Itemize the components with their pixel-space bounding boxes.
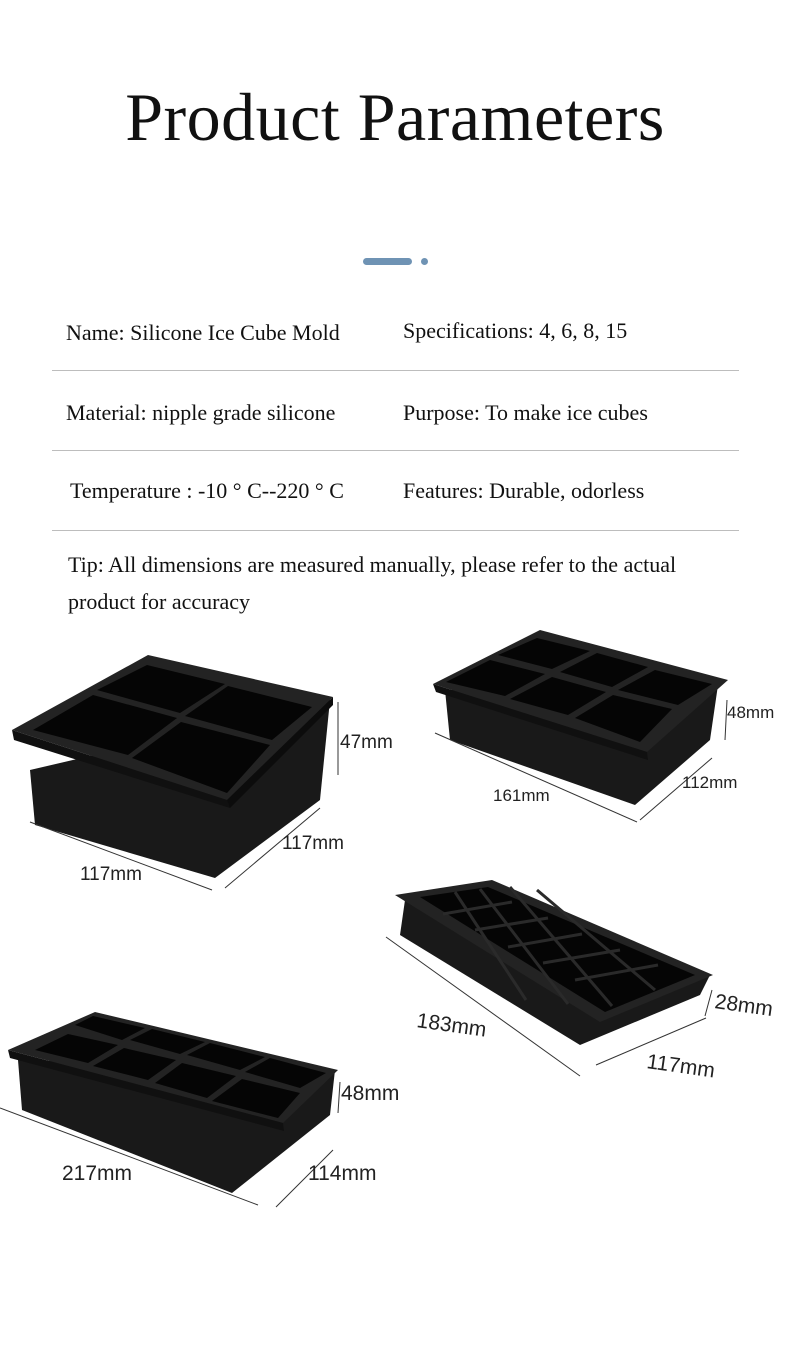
- page-title: Product Parameters: [125, 79, 665, 155]
- mold-6-length-label: 161mm: [493, 786, 550, 805]
- mold-8-length-label: 217mm: [62, 1162, 133, 1185]
- mold-6-width-label: 112mm: [682, 773, 738, 792]
- spec-name: Name: Silicone Ice Cube Mold: [66, 320, 340, 345]
- spec-material: Material: nipple grade silicone: [66, 400, 336, 425]
- mold-6-height-label: 48mm: [727, 703, 775, 722]
- mold-8-width-label: 114mm: [308, 1162, 377, 1185]
- measurement-tip: Tip: All dimensions are measured manually, please refer to the actual product for accuracy: [68, 552, 677, 614]
- spec-features: Features: Durable, odorless: [403, 478, 645, 503]
- ice-mold-15-cavity: [386, 880, 713, 1076]
- ice-mold-4-cavity: [12, 655, 338, 890]
- mold-4-length-label: 117mm: [80, 864, 142, 885]
- mold-15-length-label: 183mm: [415, 1009, 488, 1042]
- mold-8-height-label: 48mm: [341, 1082, 400, 1105]
- spec-purpose: Purpose: To make ice cubes: [403, 400, 648, 425]
- mold-15-height-label: 28mm: [713, 990, 775, 1022]
- mold-4-width-label: 117mm: [282, 833, 344, 854]
- mold-4-height-label: 47mm: [340, 732, 393, 753]
- ice-mold-6-cavity: [433, 630, 728, 822]
- spec-temperature: Temperature : -10 ° C--220 ° C: [70, 478, 344, 503]
- ice-mold-8-cavity: [0, 1012, 340, 1207]
- mold-15-width-label: 117mm: [645, 1050, 717, 1083]
- spec-specifications: Specifications: 4, 6, 8, 15: [403, 318, 628, 343]
